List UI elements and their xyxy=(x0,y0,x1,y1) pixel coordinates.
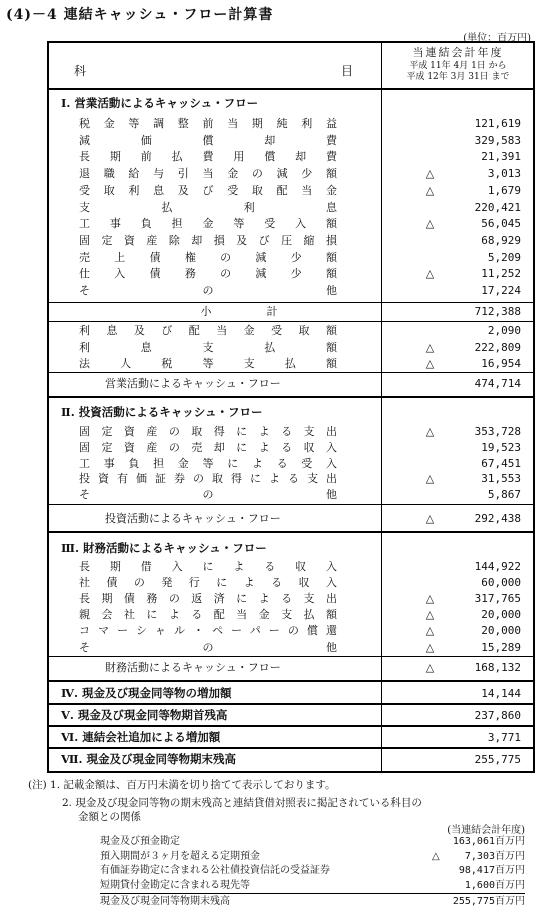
summary-row xyxy=(49,708,533,723)
row-label: 法人税等支払額 xyxy=(79,357,337,370)
note-value: 1,600 xyxy=(464,879,495,891)
row-value: 1,679 xyxy=(487,183,521,197)
row-label: 社債の発行による収入 xyxy=(79,576,337,590)
note-unit: 百万円 xyxy=(495,865,525,876)
summary-value: 237,860 xyxy=(474,709,521,722)
row-value: 68,929 xyxy=(481,233,521,247)
investing-section-title xyxy=(49,405,533,420)
summary-label: Ⅵ. 連結会社追加による増加額 xyxy=(61,730,221,744)
note-row xyxy=(100,879,525,893)
negative-mark: △ xyxy=(425,640,435,654)
rule xyxy=(49,372,533,373)
table-row xyxy=(49,623,533,638)
note-2-line-2: 金額との関係 xyxy=(78,811,141,823)
row-value: 317,765 xyxy=(474,592,521,606)
summary-label: Ⅶ. 現金及び現金同等物期末残高 xyxy=(61,752,237,766)
row-value: 3,013 xyxy=(487,167,521,181)
total-label: 投資活動によるキャッシュ・フロー xyxy=(105,512,281,525)
note-total-rule xyxy=(100,893,525,894)
negative-mark: △ xyxy=(425,217,435,231)
section-title-text: Ⅱ. 投資活動によるキャッシュ・フロー xyxy=(61,405,263,419)
row-label: 支払利息 xyxy=(79,200,337,214)
row-value: 31,553 xyxy=(481,472,521,486)
negative-mark: △ xyxy=(425,357,435,370)
table-row xyxy=(49,200,533,215)
table-row xyxy=(49,356,533,371)
negative-mark: △ xyxy=(425,267,435,281)
summary-value: 3,771 xyxy=(487,731,521,744)
section-title-text: Ⅰ. 営業活動によるキャッシュ・フロー xyxy=(61,96,259,110)
table-row xyxy=(49,487,533,502)
financing-total-row xyxy=(49,660,533,675)
table-row xyxy=(49,183,533,198)
rule xyxy=(49,321,533,322)
unit-label: (単位：百万円) xyxy=(463,33,531,44)
subtotal-label: 小 計 xyxy=(200,305,278,318)
note-label: 預入期間が３ヶ月を超える定期預金 xyxy=(100,850,260,862)
table-row xyxy=(49,216,533,231)
note-row xyxy=(100,864,525,878)
row-value: 5,867 xyxy=(487,488,521,502)
subtotal-value: 712,388 xyxy=(474,305,521,318)
row-value: 19,523 xyxy=(481,440,521,454)
note-row xyxy=(100,850,525,864)
note-total-label: 現金及び現金同等物期末残高 xyxy=(100,896,230,907)
note-total-unit: 百万円 xyxy=(495,896,525,907)
section-rule xyxy=(49,531,533,533)
row-label: 利息及び配当金受取額 xyxy=(79,324,337,337)
negative-mark: △ xyxy=(425,183,435,197)
note-value: 98,417 xyxy=(458,865,495,876)
summary-value: 14,144 xyxy=(481,687,521,700)
negative-mark: △ xyxy=(425,624,435,638)
summary-rule xyxy=(49,703,533,705)
header-period-title: 当連結会計年度 xyxy=(412,46,504,59)
total-value: 168,132 xyxy=(474,661,521,674)
row-label: 固定資産除却損及び圧縮損 xyxy=(79,233,337,247)
row-label: 税金等調整前当期純利益 xyxy=(79,117,337,130)
row-label: 工事負担金等による受入 xyxy=(79,456,337,470)
row-label: その他 xyxy=(79,488,337,502)
table-row xyxy=(49,116,533,131)
note-row xyxy=(100,835,525,849)
table-row xyxy=(49,471,533,486)
negative-mark: △ xyxy=(425,472,435,486)
row-label: 固定資産の取得による支出 xyxy=(79,425,337,438)
row-label: 投資有価証券の取得による支出 xyxy=(79,472,337,486)
negative-mark: △ xyxy=(425,425,435,438)
row-value: 353,728 xyxy=(474,425,521,438)
row-label: 長期借入による収入 xyxy=(79,560,337,573)
rule xyxy=(49,302,533,303)
summary-rule xyxy=(49,747,533,749)
header-rule xyxy=(49,88,533,90)
note-unit: 百万円 xyxy=(495,850,525,862)
row-value: 5,209 xyxy=(487,250,521,264)
row-value: 20,000 xyxy=(481,608,521,622)
row-label: 工事負担金等受入額 xyxy=(79,217,337,231)
table-row xyxy=(49,166,533,181)
table-row xyxy=(49,440,533,455)
table-row xyxy=(49,640,533,655)
row-label: 売上債権の減少額 xyxy=(79,250,337,264)
row-value: 67,451 xyxy=(481,456,521,470)
section-rule xyxy=(49,680,533,682)
note-col-header: (当連結会計年度) xyxy=(447,825,525,836)
note-1: (注) 1. 記載金額は、百万円未満を切り捨てて表示しております。 xyxy=(28,779,336,791)
statement-heading: (4)－4 連結キャッシュ・フロー計算書 xyxy=(6,7,274,23)
table-row xyxy=(49,250,533,265)
table-row xyxy=(49,233,533,248)
table-row xyxy=(49,340,533,355)
row-value: 21,391 xyxy=(481,150,521,164)
section-rule xyxy=(49,396,533,398)
summary-label: Ⅳ. 現金及び現金同等物の増加額 xyxy=(61,686,232,700)
total-neg: △ xyxy=(425,661,435,674)
section-title-text: Ⅲ. 財務活動によるキャッシュ・フロー xyxy=(61,541,267,555)
row-value: 222,809 xyxy=(474,340,521,354)
operating-section-title xyxy=(49,96,533,111)
note-unit: 百万円 xyxy=(495,879,525,891)
row-value: 16,954 xyxy=(481,357,521,370)
total-label: 営業活動によるキャッシュ・フロー xyxy=(105,377,281,390)
header-period-to: 平成 12年 3月 31日 まで xyxy=(406,72,510,82)
negative-mark: △ xyxy=(425,608,435,622)
row-value: 2,090 xyxy=(487,324,521,337)
rule xyxy=(49,656,533,657)
row-value: 15,289 xyxy=(481,640,521,654)
operating-subtotal-row xyxy=(49,304,533,319)
table-row xyxy=(49,149,533,164)
row-value: 144,922 xyxy=(474,560,521,573)
row-label: 長期債務の返済による支出 xyxy=(79,592,337,606)
summary-row xyxy=(49,730,533,745)
note-label: 短期貸付金勘定に含まれる現先等 xyxy=(100,879,250,891)
table-row xyxy=(49,607,533,622)
total-value: 474,714 xyxy=(474,377,521,390)
rule xyxy=(49,504,533,505)
row-value: 17,224 xyxy=(481,284,521,297)
row-label: 親会社による配当金支払額 xyxy=(79,608,337,622)
note-value: 7,303 xyxy=(464,850,495,862)
negative-mark: △ xyxy=(425,592,435,606)
row-value: 60,000 xyxy=(481,576,521,590)
header-subject-right: 目 xyxy=(340,64,354,78)
table-row xyxy=(49,424,533,439)
row-value: 121,619 xyxy=(474,117,521,130)
total-label: 財務活動によるキャッシュ・フロー xyxy=(105,661,281,674)
table-row xyxy=(49,266,533,281)
table-row xyxy=(49,133,533,148)
total-neg: △ xyxy=(425,512,435,525)
row-value: 56,045 xyxy=(481,217,521,231)
row-value: 11,252 xyxy=(481,267,521,281)
table-row xyxy=(49,559,533,574)
table-row xyxy=(49,323,533,338)
note-unit: 百万円 xyxy=(495,836,525,847)
summary-label: Ⅴ. 現金及び現金同等物期首残高 xyxy=(61,708,228,722)
header-period-range xyxy=(384,61,532,83)
row-value: 20,000 xyxy=(481,624,521,638)
note-neg: △ xyxy=(432,850,440,862)
row-value: 220,421 xyxy=(474,200,521,214)
investing-total-row xyxy=(49,511,533,526)
header-subject-left: 科 xyxy=(74,64,88,78)
operating-total-row xyxy=(49,376,533,391)
note-value: 163,061 xyxy=(452,836,495,847)
note-total-row xyxy=(100,895,525,909)
row-label: 利息支払額 xyxy=(79,340,337,354)
row-label: 仕入債務の減少額 xyxy=(79,267,337,281)
row-label: 固定資産の売却による収入 xyxy=(79,440,337,454)
negative-mark: △ xyxy=(425,340,435,354)
table-row xyxy=(49,591,533,606)
summary-value: 255,775 xyxy=(474,753,521,766)
note-2-line-1: 2. 現金及び現金同等物の期末残高と連結貸借対照表に掲記されている科目の xyxy=(62,797,422,809)
row-label: その他 xyxy=(79,284,337,297)
negative-mark: △ xyxy=(425,167,435,181)
note-label: 現金及び預金勘定 xyxy=(100,836,180,847)
total-value: 292,438 xyxy=(474,512,521,525)
table-row xyxy=(49,456,533,471)
row-label: 長期前払費用償却費 xyxy=(79,150,337,164)
row-value: 329,583 xyxy=(474,133,521,147)
table-row xyxy=(49,283,533,298)
header-period-from: 平成 11年 4月 1日 から xyxy=(409,61,507,71)
header-subject xyxy=(48,62,380,79)
row-label: 受取利息及び受取配当金 xyxy=(79,183,337,197)
note-label: 有価証券勘定に含まれる公社債投資信託の受益証券 xyxy=(100,865,330,876)
summary-row xyxy=(49,686,533,701)
row-label: 減価償却費 xyxy=(79,133,337,147)
row-label: コマーシャル・ペーパーの償還 xyxy=(79,624,337,638)
table-row xyxy=(49,575,533,590)
note-total-value: 255,775 xyxy=(452,896,495,907)
row-label: 退職給与引当金の減少額 xyxy=(79,167,337,181)
row-label: その他 xyxy=(79,640,337,654)
financing-section-title xyxy=(49,541,533,556)
summary-row xyxy=(49,752,533,767)
summary-rule xyxy=(49,725,533,727)
